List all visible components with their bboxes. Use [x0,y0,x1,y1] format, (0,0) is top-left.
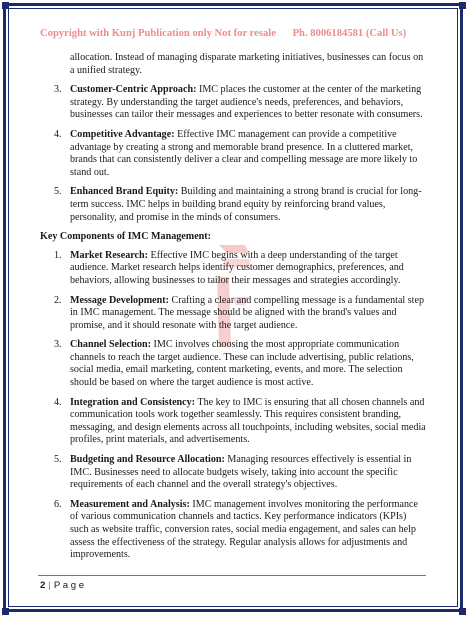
item-text: IMC management involves monitoring the performance of various communication channels and tactics. Key performance indicators (KPIs) such as website traffic, conversion rates, social media engagement, and sales can help assess the effectiveness of the strategy. Regular analysis allows for adjustments and improvements. [70,498,418,561]
list-item [40,295,426,333]
section-heading: Key Components of IMC Management: [40,231,212,243]
list-number: 1. [54,249,62,261]
corner-ornament [459,2,466,9]
corner-ornament [459,608,466,615]
item-text: Managing resources effectively is essential in IMC. Businesses need to allocate budgets wisely, taking into account the specific requirements of each channel and the overall strategy's objectives. [70,454,412,491]
list-number: 5. [54,454,62,466]
list-number: 3. [54,84,62,96]
item-text: Effective IMC management can provide a competitive advantage by creating a strong and memorable brand presence. In a cluttered market, brands that can consistently deliver a clear and compelling message are more likely to stand out. [70,128,418,178]
item-text: The key to IMC is ensuring that all chosen channels and communication tools work together seamlessly. This requires consistent branding, messaging, and design elements across all touchpoints, including websites, social media profiles, print materials, and advertisements. [70,396,426,446]
item-title: Integration and Consistency: [70,396,196,408]
list-number: 5. [54,186,62,198]
footer-separator: | [48,580,51,591]
components-list [40,250,426,562]
item-title: Message Development: [70,294,169,306]
list-number: 6. [54,498,62,510]
page-header [40,28,420,39]
list-number: 4. [54,128,62,140]
phone-number: Ph. 8006184581 (Call Us) [292,28,407,39]
item-text: Building and maintaining a strong brand is crucial for long-term success. IMC helps in building brand equity by reinforcing brand values, personality, and promise in the minds of consumers. [70,186,422,223]
benefits-list [40,84,426,224]
list-item [40,84,426,122]
list-number: 4. [54,396,62,408]
list-item [40,250,426,288]
page-footer [40,580,84,591]
item-title: Budgeting and Resource Allocation: [70,454,225,466]
list-item [40,397,426,447]
page-number: 2 [40,580,46,591]
copyright-notice: Copyright with Kunj Publication only Not for resale [40,28,276,39]
item-text: IMC places the customer at the center of the marketing strategy. By understanding the target audience's needs, preferences, and behaviors, businesses can tailor their messages and experiences to better resonate with consumers. [70,84,423,121]
list-item [40,454,426,492]
item-title: Enhanced Brand Equity: [70,186,179,198]
item-title: Customer-Centric Approach: [70,84,197,96]
item-title: Channel Selection: [70,339,152,351]
list-item [40,129,426,179]
item-text: Effective IMC begins with a deep understanding of the target audience. Market research helps identify customer demographics, preferences, and behaviors, allowing businesses to tailor their messages and strategies accordingly. [70,249,404,286]
corner-ornament [2,2,9,9]
item-title: Competitive Advantage: [70,128,175,140]
item-title: Market Research: [70,249,149,261]
list-number: 2. [54,294,62,306]
footer-divider [38,575,426,576]
list-item [40,339,426,389]
item-title: Measurement and Analysis: [70,498,190,510]
page-label: P a g e [53,580,85,591]
document-body [40,52,426,569]
list-item [40,186,426,224]
list-item [40,499,426,562]
item-text: IMC involves choosing the most appropriate communication channels to reach the target audience. These can include advertising, public relations, social media, email marketing, content marketing, events, and more. The selection should be based on where the target audience is most active. [70,339,414,389]
list-number: 3. [54,339,62,351]
item-text: Crafting a clear and compelling message is a fundamental step in IMC management. The message should be aligned with the brand's values and promise, and it should resonate with the target audience. [70,294,425,331]
corner-ornament [2,608,9,615]
paragraph-continuation: allocation. Instead of managing disparate marketing initiatives, businesses can focus on a unified strategy. [70,52,424,76]
